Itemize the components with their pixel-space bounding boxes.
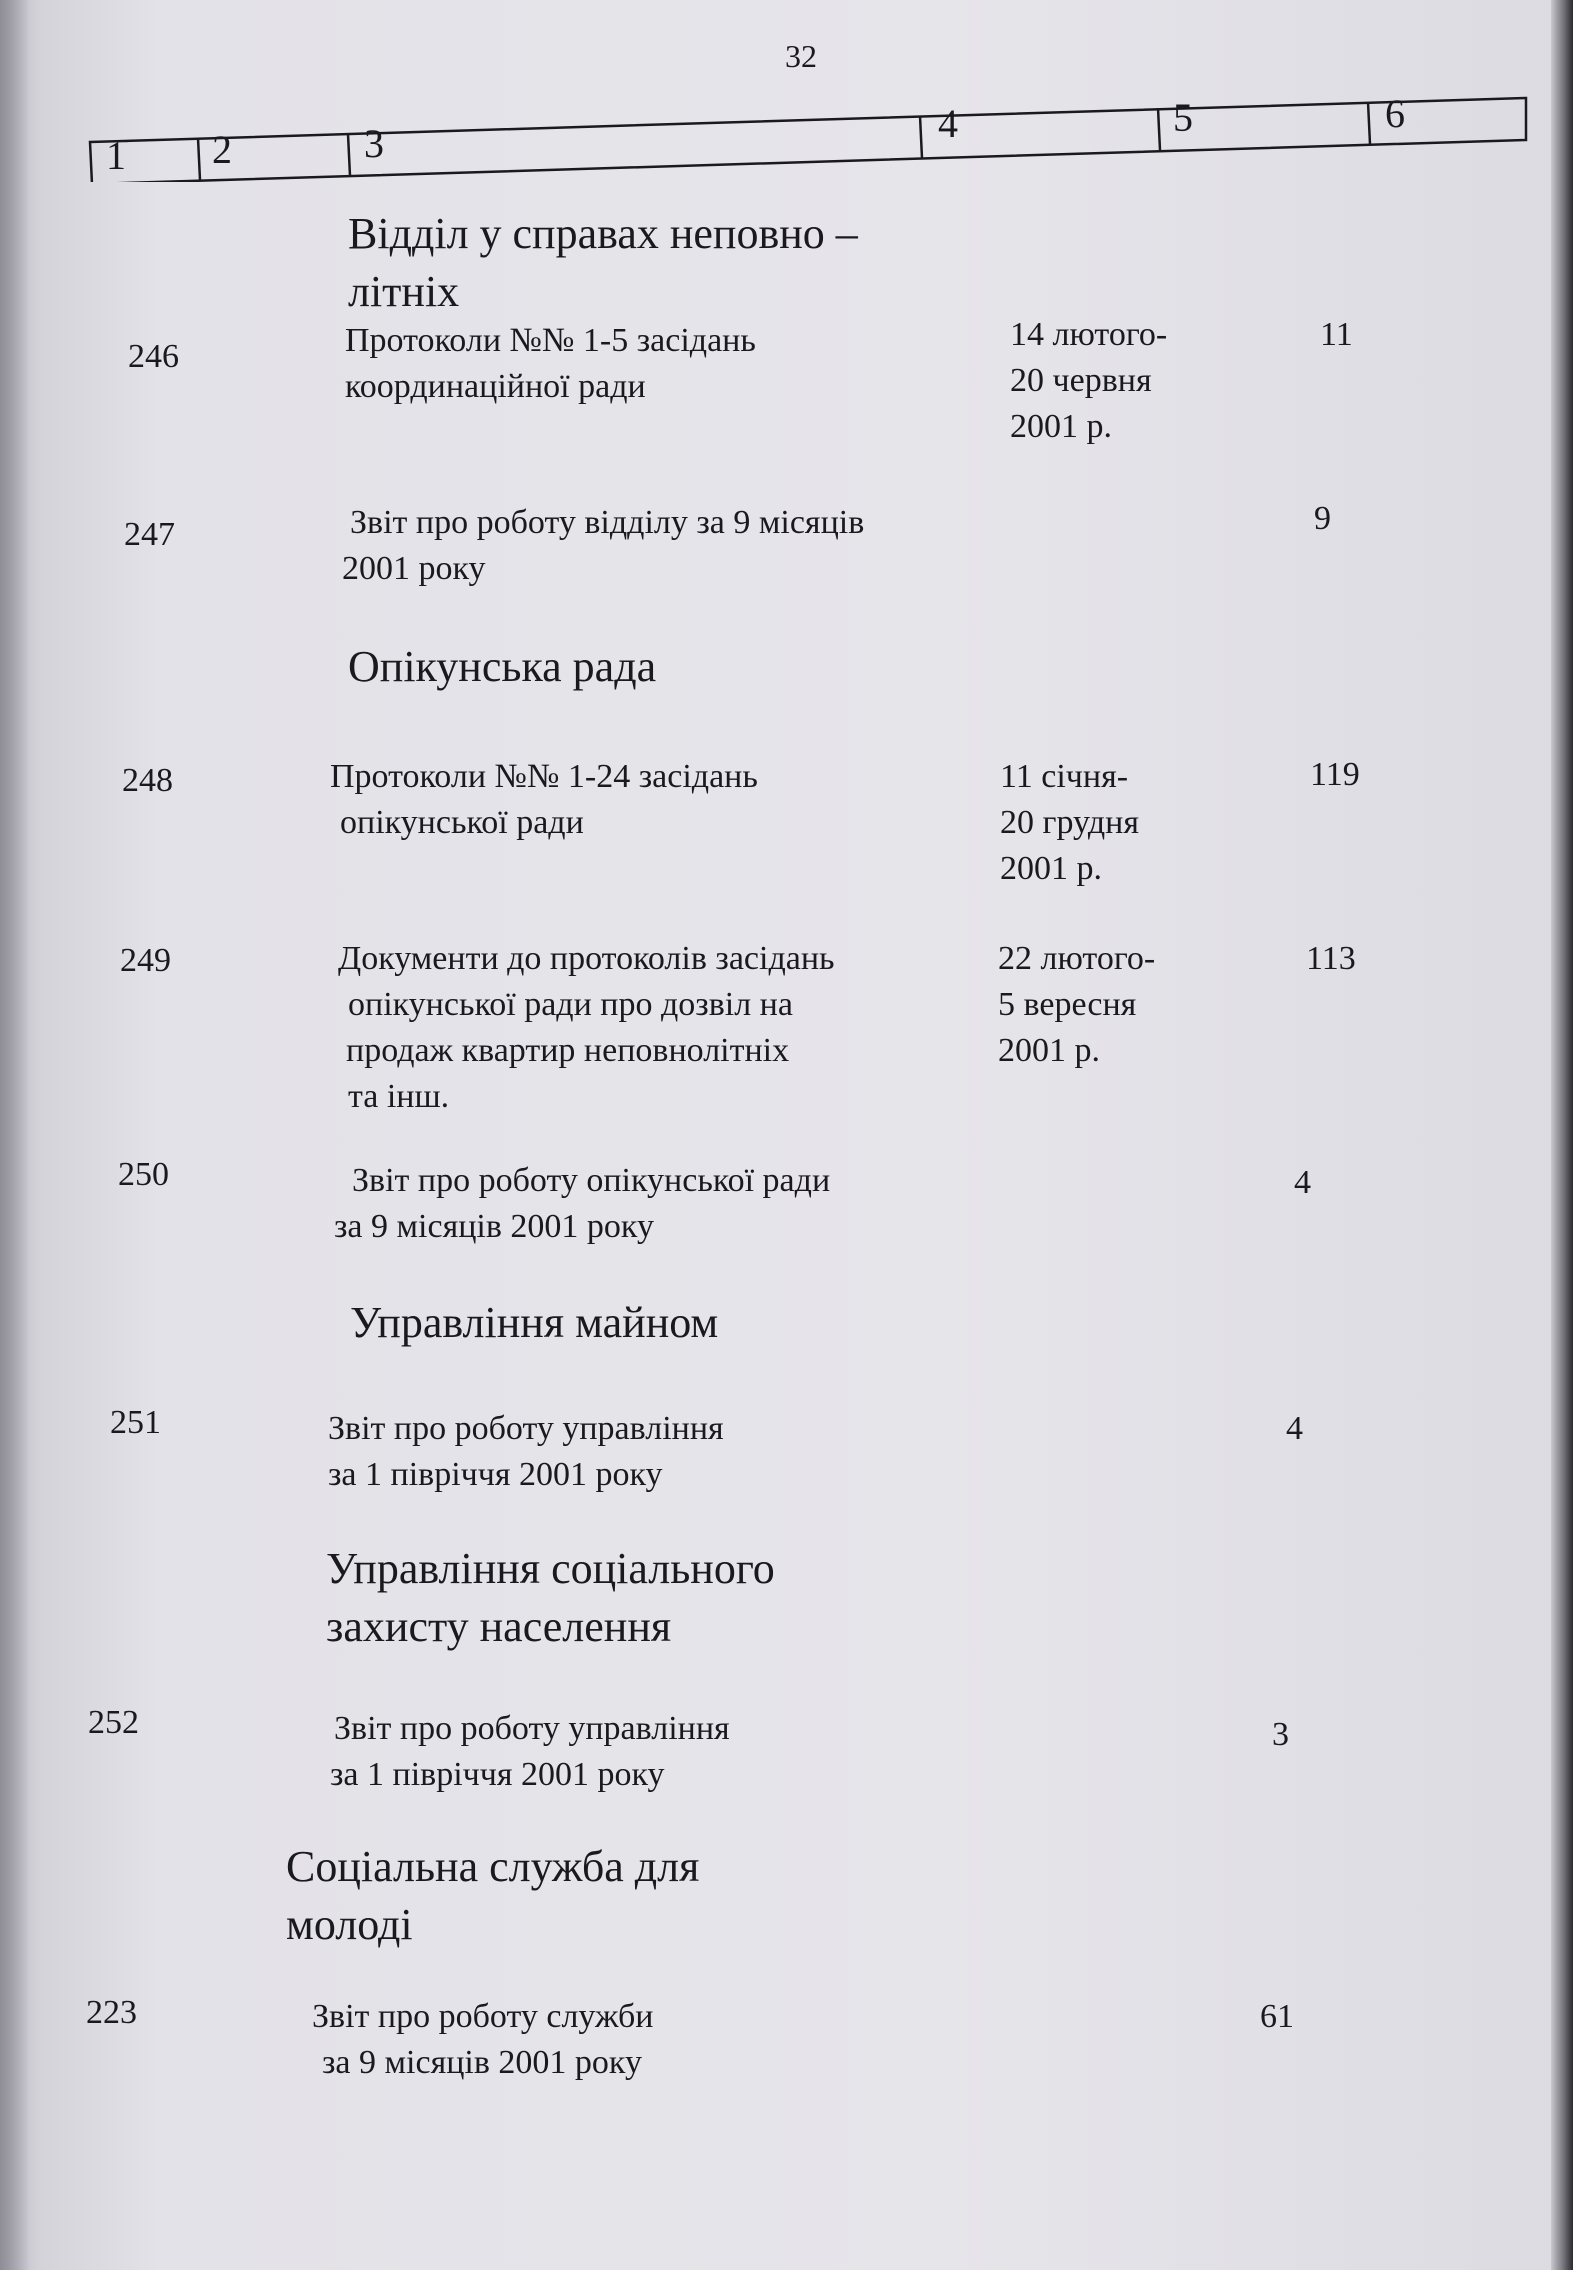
section-title-property-management: Управління майном	[350, 1298, 719, 1347]
entry-count: 113	[1306, 940, 1356, 977]
section-title-social-protection: Управління соціального захисту населення	[326, 1544, 775, 1651]
entry-title: Протоколи №№ 1-24 засідань опікунської ради	[330, 758, 758, 841]
column-header-3: 3	[364, 121, 384, 166]
section-title-youth-social-service: Соціальна служба для молоді	[286, 1842, 700, 1949]
entry-title: Звіт про роботу відділу за 9 місяців 2001 року	[342, 504, 865, 587]
entry-index: 247	[124, 516, 175, 553]
column-header-grid	[88, 92, 1528, 182]
entry-index: 251	[110, 1404, 161, 1441]
entry-title: Звіт про роботу управління за 1 півріччя 2001 року	[328, 1410, 724, 1493]
section-title-juvenile-affairs: Відділ у справах неповно – літніх	[348, 209, 858, 316]
entry-count: 119	[1310, 756, 1360, 793]
entry-index: 250	[118, 1156, 169, 1193]
entry-count: 61	[1260, 1998, 1294, 2035]
entry-title: Звіт про роботу опікунської ради за 9 місяців 2001 року	[334, 1162, 831, 1245]
entry-index: 252	[88, 1704, 139, 1741]
column-header-4: 4	[938, 101, 958, 146]
page-edge-shadow	[1551, 0, 1573, 2270]
entry-date: 14 лютого- 20 червня 2001 р.	[1010, 316, 1168, 445]
column-header-1: 1	[106, 133, 126, 178]
entry-index: 223	[86, 1994, 137, 2031]
section-title-guardianship-council: Опікунська рада	[348, 642, 657, 691]
entry-title: Протоколи №№ 1-5 засідань координаційної ради	[345, 322, 756, 405]
entry-index: 248	[122, 762, 173, 799]
column-header-row	[88, 92, 1528, 182]
column-header-5: 5	[1173, 95, 1193, 140]
column-header-2: 2	[212, 127, 232, 172]
column-header-6: 6	[1385, 91, 1405, 136]
entry-title: Звіт про роботу служби за 9 місяців 2001 року	[312, 1998, 654, 2081]
entry-count: 4	[1286, 1410, 1303, 1447]
entry-count: 9	[1314, 500, 1331, 537]
page-fold-shadow	[0, 0, 30, 2270]
entry-date: 11 січня- 20 грудня 2001 р.	[1000, 758, 1139, 887]
page-number: 32	[785, 38, 817, 74]
entry-count: 3	[1272, 1716, 1289, 1753]
entry-index: 246	[128, 338, 179, 375]
entry-title: Звіт про роботу управління за 1 півріччя 2001 року	[330, 1710, 730, 1793]
entry-date: 22 лютого- 5 вересня 2001 р.	[998, 940, 1156, 1069]
entry-count: 4	[1294, 1164, 1311, 1201]
entry-index: 249	[120, 942, 171, 979]
entry-count: 11	[1320, 316, 1353, 353]
entry-title: Документи до протоколів засідань опікунської ради про дозвіл на продаж квартир неповнолітніх та інш.	[338, 940, 835, 1115]
